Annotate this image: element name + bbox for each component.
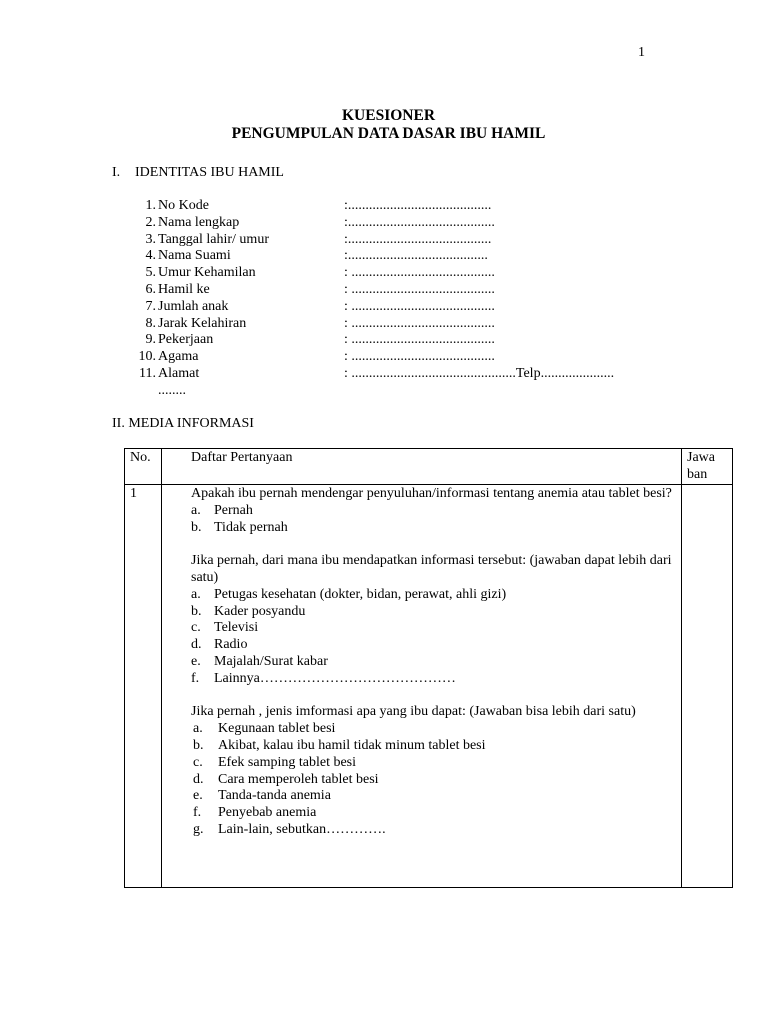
option-text: Penyebab anemia bbox=[218, 805, 317, 821]
option-letter: b. bbox=[193, 737, 204, 753]
option-text: Lainnya…………………………………… bbox=[214, 670, 456, 686]
identity-field[interactable]: : ...............................................Telp..................... bbox=[344, 365, 615, 381]
option-text: Kegunaan tablet besi bbox=[218, 721, 336, 737]
header-no-cell bbox=[125, 449, 162, 485]
question-3-option[interactable] bbox=[193, 822, 675, 839]
option-letter: a. bbox=[193, 721, 203, 737]
question-3-option[interactable] bbox=[193, 805, 675, 822]
section-1-heading bbox=[112, 165, 284, 182]
identity-field[interactable]: :.......................................... bbox=[344, 214, 495, 230]
option-letter: b. bbox=[191, 519, 202, 535]
identity-label: Jumlah anak bbox=[158, 298, 229, 314]
question-content bbox=[162, 485, 681, 839]
option-letter: a. bbox=[191, 502, 201, 518]
question-2-option[interactable] bbox=[191, 587, 675, 604]
identity-list bbox=[130, 198, 690, 383]
option-text: Akibat, kalau ibu hamil tidak minum tablet besi bbox=[218, 737, 486, 753]
row-number: 1 bbox=[130, 486, 137, 501]
identity-row bbox=[130, 265, 690, 282]
question-3-text: Jika pernah , jenis imformasi apa yang ibu dapat: (Jawaban bisa lebih dari satu) bbox=[191, 704, 636, 720]
identity-row bbox=[130, 332, 690, 349]
option-text: Tanda-tanda anemia bbox=[218, 788, 331, 804]
option-text: Pernah bbox=[214, 502, 253, 518]
identity-label: Jarak Kelahiran bbox=[158, 315, 247, 331]
identity-field[interactable]: : ......................................... bbox=[344, 298, 495, 314]
identity-field[interactable]: :......................................... bbox=[344, 231, 492, 247]
identity-row bbox=[130, 232, 690, 249]
question-2-option[interactable] bbox=[191, 671, 675, 688]
identity-row bbox=[130, 349, 690, 366]
table-header-row bbox=[125, 449, 733, 485]
identity-field[interactable]: :........................................ bbox=[344, 248, 488, 264]
identity-field[interactable]: :......................................... bbox=[344, 198, 492, 213]
identity-label: Pekerjaan bbox=[158, 332, 214, 348]
option-letter: g. bbox=[193, 821, 204, 837]
question-3-option[interactable] bbox=[193, 772, 675, 789]
header-answer bbox=[682, 449, 732, 484]
option-text: Petugas kesehatan (dokter, bidan, perawat, ahli gizi) bbox=[214, 586, 507, 602]
option-letter: c. bbox=[193, 754, 203, 770]
header-question: Daftar Pertanyaan bbox=[191, 450, 293, 465]
option-text: Efek samping tablet besi bbox=[218, 754, 357, 770]
option-letter: f. bbox=[191, 670, 200, 686]
header-answer-cell bbox=[682, 449, 733, 485]
identity-number: 8. bbox=[145, 315, 156, 331]
identity-field[interactable]: : ......................................... bbox=[344, 332, 495, 348]
option-letter: a. bbox=[191, 586, 201, 602]
question-1-text: Apakah ibu pernah mendengar penyuluhan/informasi tentang anemia atau tablet besi? bbox=[191, 486, 672, 501]
identity-label: Umur Kehamilan bbox=[158, 265, 256, 281]
option-letter: e. bbox=[191, 653, 201, 669]
identity-row bbox=[130, 299, 690, 316]
question-3-option[interactable] bbox=[193, 738, 675, 755]
alamat-continuation: ........ bbox=[158, 383, 186, 398]
identity-number: 7. bbox=[145, 298, 156, 314]
question-3-option[interactable] bbox=[193, 721, 675, 738]
identity-label: Agama bbox=[158, 349, 199, 365]
identity-number: 9. bbox=[145, 332, 156, 348]
identity-field[interactable]: : ......................................... bbox=[344, 349, 495, 365]
header-answer-line-1: Jawa bbox=[687, 450, 715, 465]
identity-row bbox=[130, 215, 690, 232]
identity-number: 2. bbox=[145, 214, 156, 230]
identity-field[interactable]: : ......................................... bbox=[344, 265, 495, 281]
option-text: Majalah/Surat kabar bbox=[214, 653, 328, 669]
identity-row bbox=[130, 282, 690, 299]
header-answer-line-2: ban bbox=[687, 466, 708, 482]
header-question-cell bbox=[162, 449, 682, 485]
section-1-title: IDENTITAS IBU HAMIL bbox=[135, 165, 284, 180]
section-2-heading: II. MEDIA INFORMASI bbox=[112, 416, 254, 431]
question-2-option[interactable] bbox=[191, 604, 675, 621]
section-1-number: I. bbox=[112, 165, 121, 180]
table-row bbox=[125, 485, 733, 888]
identity-number: 3. bbox=[145, 231, 156, 247]
row-number-cell bbox=[125, 485, 162, 888]
option-letter: e. bbox=[193, 788, 203, 804]
identity-field[interactable]: : ......................................... bbox=[344, 315, 495, 331]
question-1-option[interactable] bbox=[191, 520, 675, 537]
option-text: Kader posyandu bbox=[214, 603, 306, 619]
question-2-option[interactable] bbox=[191, 654, 675, 671]
identity-label: Nama lengkap bbox=[158, 214, 240, 230]
option-text: Radio bbox=[214, 637, 248, 653]
option-letter: d. bbox=[193, 771, 204, 787]
option-letter: f. bbox=[193, 805, 202, 821]
identity-number: 6. bbox=[145, 281, 156, 297]
identity-number: 10. bbox=[138, 349, 156, 365]
answer-cell[interactable] bbox=[682, 485, 733, 888]
identity-row bbox=[130, 316, 690, 333]
identity-field[interactable]: : ......................................... bbox=[344, 281, 495, 297]
identity-row bbox=[130, 248, 690, 265]
identity-number: 1. bbox=[145, 198, 156, 213]
identity-label: Hamil ke bbox=[158, 281, 210, 297]
identity-label: Alamat bbox=[158, 365, 200, 381]
identity-number: 11. bbox=[139, 365, 156, 381]
identity-row bbox=[130, 198, 690, 215]
option-text: Lain-lain, sebutkan…………. bbox=[218, 821, 386, 837]
question-1-option[interactable] bbox=[191, 503, 675, 520]
question-2-option[interactable] bbox=[191, 637, 675, 654]
question-table bbox=[124, 448, 733, 888]
option-text: Cara memperoleh tablet besi bbox=[218, 771, 379, 787]
identity-number: 5. bbox=[145, 265, 156, 281]
identity-label: Tanggal lahir/ umur bbox=[158, 231, 269, 247]
page-number: 1 bbox=[638, 45, 645, 60]
option-text: Tidak pernah bbox=[214, 519, 288, 535]
identity-number: 4. bbox=[145, 248, 156, 264]
option-text: Televisi bbox=[214, 620, 259, 636]
question-2-text: Jika pernah, dari mana ibu mendapatkan informasi tersebut: (jawaban dapat lebih dari satu) bbox=[191, 553, 672, 585]
question-cell bbox=[162, 485, 682, 888]
identity-row bbox=[130, 366, 690, 383]
option-letter: d. bbox=[191, 637, 202, 653]
header-no: No. bbox=[130, 450, 151, 465]
identity-label: No Kode bbox=[158, 198, 209, 213]
title-line-1: KUESIONER bbox=[341, 107, 436, 124]
option-letter: b. bbox=[191, 603, 202, 619]
option-letter: c. bbox=[191, 620, 201, 636]
identity-label: Nama Suami bbox=[158, 248, 231, 264]
question-3-option[interactable] bbox=[193, 788, 675, 805]
title-line-2: PENGUMPULAN DATA DASAR IBU HAMIL bbox=[231, 125, 546, 142]
document-title bbox=[0, 107, 768, 143]
question-2-option[interactable] bbox=[191, 620, 675, 637]
question-3-option[interactable] bbox=[193, 755, 675, 772]
